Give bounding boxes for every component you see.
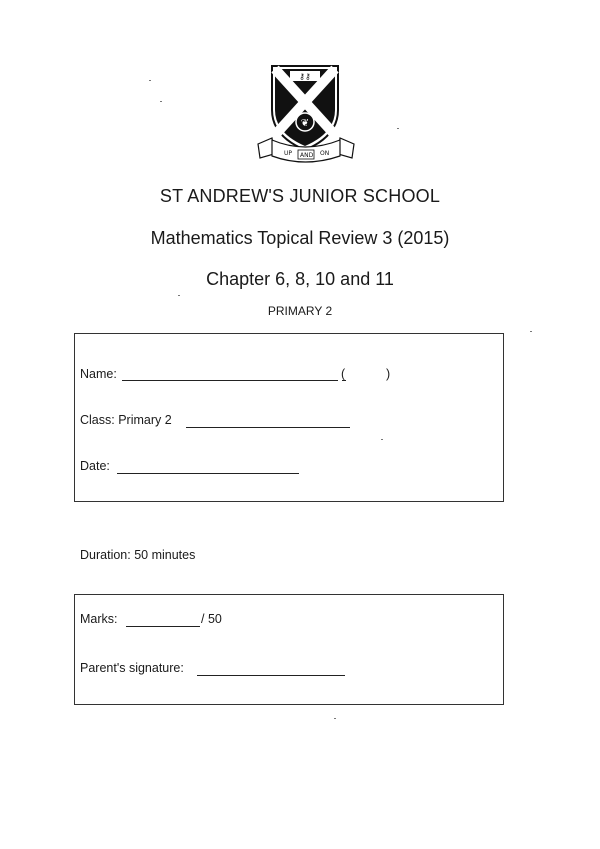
scan-speck bbox=[381, 439, 383, 440]
name-field[interactable] bbox=[122, 380, 338, 381]
index-close-bracket: ) bbox=[386, 367, 391, 381]
marks-total: / 50 bbox=[201, 612, 222, 626]
scan-speck bbox=[397, 128, 399, 129]
school-crest-icon bbox=[254, 58, 358, 170]
marks-box bbox=[74, 594, 504, 705]
crest-motto-on: ON bbox=[320, 150, 330, 157]
scan-speck bbox=[334, 718, 336, 719]
scan-speck bbox=[530, 331, 532, 332]
scan-speck bbox=[178, 295, 180, 296]
parent-signature-field[interactable] bbox=[197, 675, 345, 676]
date-label: Date: bbox=[80, 459, 110, 473]
paper-level: PRIMARY 2 bbox=[267, 304, 333, 318]
marks-field[interactable] bbox=[126, 626, 200, 627]
svg-text:⚷⚷: ⚷⚷ bbox=[299, 72, 311, 81]
duration-text: Duration: 50 minutes bbox=[80, 548, 196, 562]
school-name: ST ANDREW'S JUNIOR SCHOOL bbox=[159, 186, 441, 206]
parent-signature-label: Parent's signature: bbox=[80, 661, 184, 675]
class-field[interactable] bbox=[186, 427, 350, 428]
paper-subject: Mathematics Topical Review 3 (2015) bbox=[150, 228, 450, 248]
crest-motto-up: UP bbox=[284, 150, 293, 157]
scan-speck bbox=[149, 80, 151, 81]
crest-motto-and: AND bbox=[300, 152, 314, 159]
name-label: Name: bbox=[80, 367, 117, 381]
paper-chapters: Chapter 6, 8, 10 and 11 bbox=[206, 269, 394, 289]
index-field[interactable] bbox=[342, 380, 346, 381]
marks-label: Marks: bbox=[80, 612, 118, 626]
svg-text:❦: ❦ bbox=[300, 118, 310, 129]
class-label: Class: Primary 2 bbox=[80, 413, 172, 427]
scan-speck bbox=[160, 101, 162, 102]
index-open-bracket: ( bbox=[341, 367, 346, 381]
date-field[interactable] bbox=[117, 473, 299, 474]
